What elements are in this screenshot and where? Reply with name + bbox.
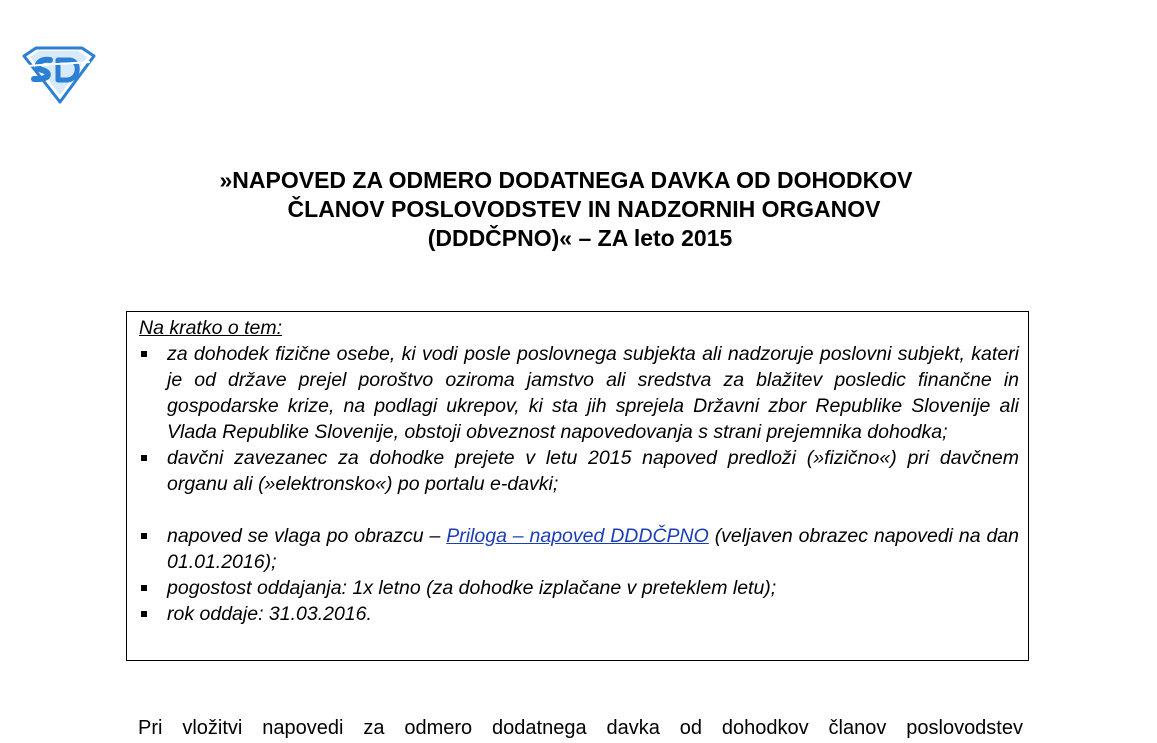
list-item [139,341,1019,445]
logo [20,46,96,104]
list-item-text: rok oddaje: 31.03.2016. [167,603,372,625]
list-item-text: (veljaven obrazec napovedi na dan 01.01.2016); [167,525,1019,573]
square-bullet-icon [141,585,147,591]
summary-heading: Na kratko o tem: [139,317,283,339]
list-item-text: napoved se vlaga po obrazcu – [167,525,447,547]
list-item [139,601,1019,627]
square-bullet-icon [141,533,147,539]
square-bullet-icon [141,611,147,617]
list-item [139,523,1019,575]
list-item [139,445,1019,497]
form-attachment-link[interactable]: Priloga – napoved DDDČPNO [446,525,709,547]
page-title [140,166,1020,253]
square-bullet-icon [141,351,147,357]
square-bullet-icon [141,455,147,461]
intro-paragraph: Pri vložitvi napovedi za odmero dodatnega davka od dohodkov članov poslovodstev [138,717,1023,739]
summary-list [139,341,1019,627]
logo-shield-icon [20,46,96,104]
title-line-3: (DDDČPNO)« – ZA leto 2015 [427,225,733,251]
list-item-text: davčni zavezanec za dohodke prejete v letu 2015 napoved predloži (»fizično«) pri davčnem organu ali (»elektronsko«) po portalu e-davki; [167,447,1019,495]
title-line-2: ČLANOV POSLOVODSTEV IN NADZORNIH ORGANOV [287,196,881,222]
list-item-text: za dohodek fizične osebe, ki vodi posle poslovnega subjekta ali nadzoruje poslovni subjekt, kateri je od države prejel poroštvo oziroma jamstvo ali sredstva za blažitev posledic finančne in gospodarske krize, na podlagi ukrepov, ki sta jih sprejela Državni zbor Republike Slovenije ali Vlada Republike Slovenije, obstoji obveznost napovedovanja s strani prejemnika dohodka; [167,343,1019,443]
title-line-1: »NAPOVED ZA ODMERO DODATNEGA DAVKA OD DOHODKOV [219,167,913,193]
list-item [139,575,1019,601]
list-item-text: pogostost oddajanja: 1x letno (za dohodke izplačane v preteklem letu); [167,577,777,599]
summary-box [126,311,1029,661]
